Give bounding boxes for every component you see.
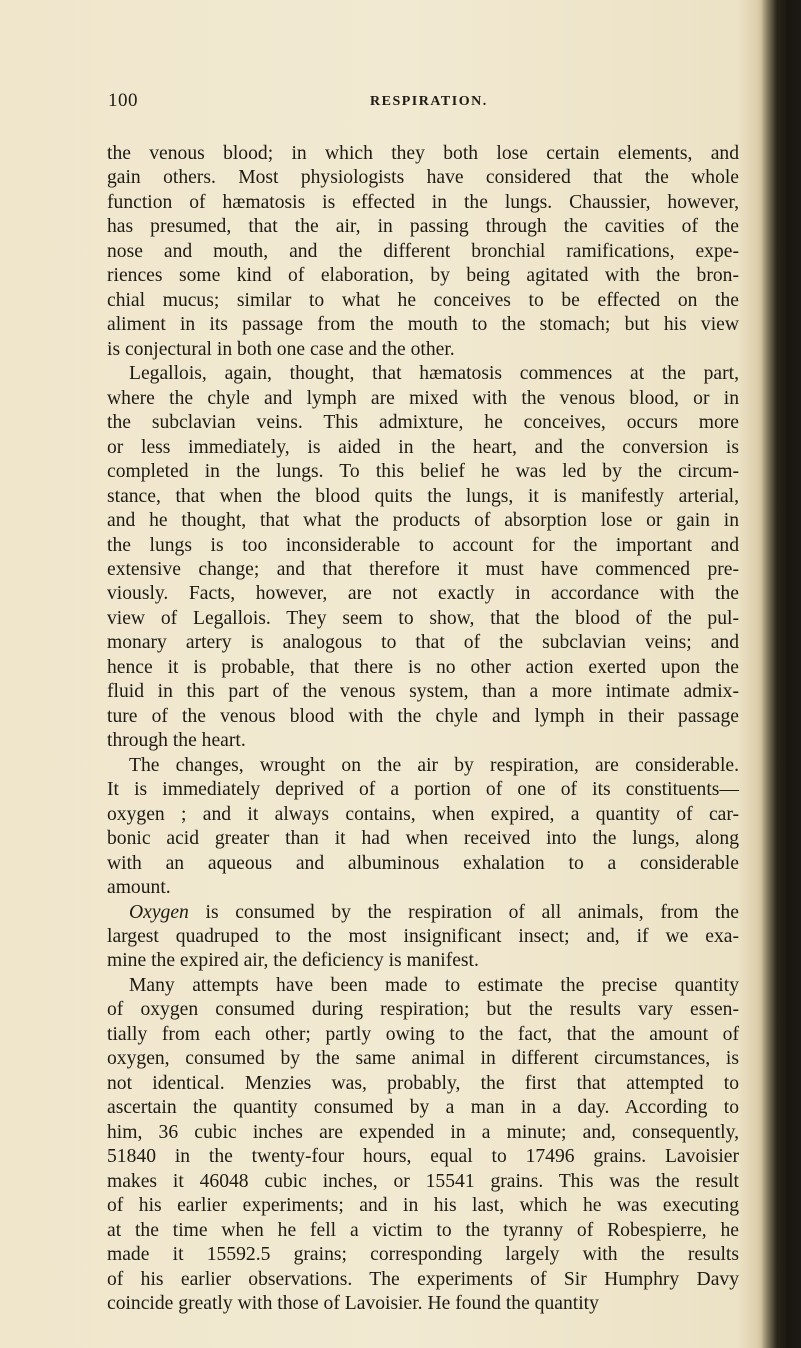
text-line: It is immediately deprived of a portion of one of its constituents— (107, 779, 739, 801)
text-line: oxygen, consumed by the same animal in different circumstances, is (107, 1048, 739, 1070)
text-line: chial mucus; similar to what he conceives to be effected on the (107, 289, 739, 311)
text-line: with an aqueous and albuminous exhalation to a considerable (107, 852, 739, 874)
paragraph (107, 974, 739, 1317)
text-line: riences some kind of elaboration, by being agitated with the bron- (107, 265, 739, 287)
text-line: of his earlier observations. The experiments of Sir Humphry Davy (107, 1268, 739, 1290)
page-number: 100 (108, 90, 138, 111)
text-line: gain others. Most physiologists have considered that the whole (107, 167, 739, 189)
running-head (108, 90, 748, 118)
text-line: stance, that when the blood quits the lungs, it is manifestly arterial, (107, 485, 739, 507)
text-line: or less immediately, is aided in the heart, and the conversion is (107, 436, 739, 458)
text-line: made it 15592.5 grains; corresponding largely with the results (107, 1244, 739, 1266)
page-edge-shadow (757, 0, 801, 1348)
text-line: of his earlier experiments; and in his last, which he was executing (107, 1195, 739, 1217)
text-line: the venous blood; in which they both lose certain elements, and (107, 143, 739, 164)
text-line: not identical. Menzies was, probably, the first that attempted to (107, 1072, 739, 1094)
text-line: is conjectural in both one case and the other. (107, 338, 455, 360)
text-line: the lungs is too inconsiderable to account for the important and (107, 534, 739, 556)
text-line: ture of the venous blood with the chyle and lymph in their passage (107, 705, 739, 727)
text-line: oxygen ; and it always contains, when expired, a quantity of car- (107, 803, 739, 825)
text-line: mine the expired air, the deficiency is manifest. (107, 950, 479, 972)
text-line: aliment in its passage from the mouth to the stomach; but his view (107, 314, 739, 336)
text-line: through the heart. (107, 730, 246, 752)
body-text (107, 142, 739, 1317)
paragraph (107, 142, 739, 362)
text-line: the subclavian veins. This admixture, he conceives, occurs more (107, 412, 739, 434)
text-line: at the time when he fell a victim to the tyranny of Robespierre, he (107, 1219, 739, 1241)
text-line: fluid in this part of the venous system, than a more intimate admix- (107, 681, 739, 703)
text-line: of oxygen consumed during respiration; but the results vary essen- (107, 999, 739, 1021)
text-line: hence it is probable, that there is no other action exerted upon the (107, 656, 739, 678)
paragraph (107, 754, 739, 901)
paragraph (107, 901, 739, 974)
running-title: RESPIRATION. (370, 94, 488, 109)
text-line: largest quadruped to the most insignificant insect; and, if we exa- (107, 926, 739, 947)
text-line: Many attempts have been made to estimate the precise quantity (129, 974, 739, 996)
text-line: view of Legallois. They seem to show, that the blood of the pul- (107, 607, 739, 629)
text-line: where the chyle and lymph are mixed with the venous blood, or in (107, 387, 739, 409)
text-line: completed in the lungs. To this belief he was led by the circum- (107, 461, 739, 483)
text-line: ascertain the quantity consumed by a man in a day. According to (107, 1097, 739, 1119)
text-line: The changes, wrought on the air by respiration, are considerable. (129, 754, 739, 776)
text-line: monary artery is analogous to that of the subclavian veins; and (107, 632, 739, 654)
text-line-rest: is consumed by the respiration of all animals, from the (188, 901, 739, 923)
text-line: viously. Facts, however, are not exactly in accordance with the (107, 583, 739, 605)
text-line (107, 901, 739, 925)
text-line: nose and mouth, and the different bronchial ramifications, expe- (107, 240, 739, 262)
text-line: extensive change; and that therefore it must have commenced pre- (107, 558, 739, 580)
text-line: him, 36 cubic inches are expended in a minute; and, consequently, (107, 1121, 739, 1143)
text-line: 51840 in the twenty-four hours, equal to 17496 grains. Lavoisier (107, 1146, 739, 1168)
text-line: has presumed, that the air, in passing through the cavities of the (107, 216, 739, 238)
paragraph (107, 362, 739, 754)
text-line: makes it 46048 cubic inches, or 15541 grains. This was the result (107, 1170, 739, 1192)
text-line: tially from each other; partly owing to the fact, that the amount of (107, 1023, 739, 1045)
text-line: function of hæmatosis is effected in the lungs. Chaussier, however, (107, 191, 739, 213)
text-line: bonic acid greater than it had when received into the lungs, along (107, 828, 739, 850)
text-line: coincide greatly with those of Lavoisier. He found the quantity (107, 1293, 599, 1315)
text-line: and he thought, that what the products of absorption lose or gain in (107, 510, 739, 532)
text-line: amount. (107, 877, 171, 899)
text-line: Legallois, again, thought, that hæmatosis commences at the part, (129, 363, 739, 385)
italic-term: Oxygen (129, 901, 189, 923)
